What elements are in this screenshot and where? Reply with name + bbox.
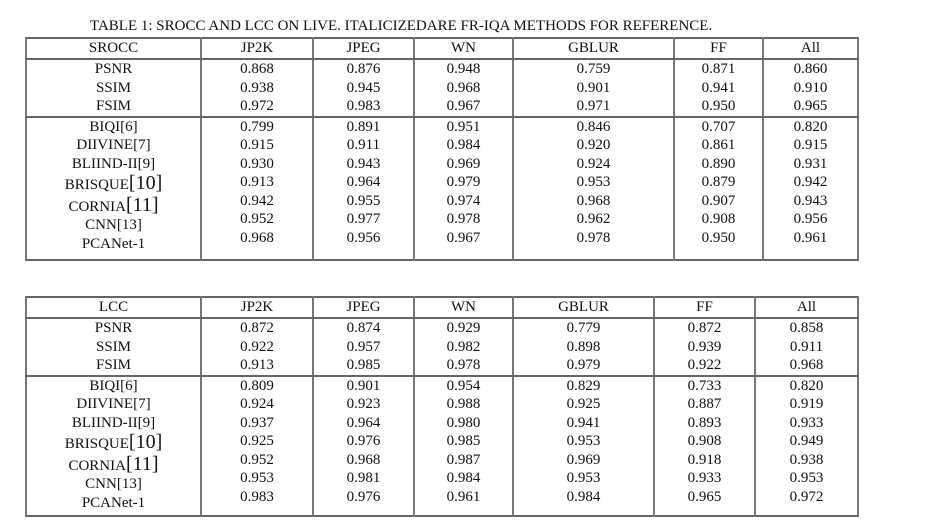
value-cell: 0.978 (446, 211, 481, 227)
value-cell: 0.953 (576, 174, 611, 190)
column-header-jp2k: JP2K (201, 297, 313, 318)
value-cell: 0.953 (240, 470, 274, 486)
value-cell: 0.913 (240, 174, 274, 190)
value-cell: 0.942 (793, 174, 828, 190)
value-cell: 0.943 (793, 192, 828, 209)
method-reference: [10] (128, 431, 163, 453)
column-header-ff: FF (674, 38, 763, 59)
method-label: BRISQUE (64, 436, 129, 452)
value-cell: 0.977 (346, 211, 381, 227)
method-name: FSIM (95, 357, 132, 373)
method-reference: [9] (137, 155, 156, 172)
value-cell: 0.979 (566, 357, 601, 373)
value-cell: 0.820 (793, 118, 828, 135)
nr-methods-row (26, 117, 858, 260)
column-header-gblur: GBLUR (513, 297, 654, 318)
value-cell: 0.950 (701, 98, 736, 114)
column-header-jpeg: JPEG (313, 297, 414, 318)
value-cell: 0.893 (687, 414, 722, 431)
method-label: BIQI (89, 377, 121, 394)
value-cell: 0.945 (346, 79, 381, 96)
value-cell: 0.972 (240, 98, 274, 114)
value-cell: 0.924 (576, 155, 611, 172)
value-cell: 0.829 (566, 377, 601, 394)
method-label: DIIVINE (76, 137, 134, 153)
table-caption: TABLE 1: SROCC AND LCC ON LIVE. ITALICIZEDARE FR-IQA METHODS FOR REFERENCE. (90, 18, 713, 34)
method-name (27, 235, 200, 254)
fr-methods-row (26, 59, 858, 117)
value-cell: 0.969 (566, 451, 601, 468)
value-cell: 0.976 (346, 488, 381, 505)
value-cell: 0.779 (566, 320, 601, 336)
method-label: CORNIA (68, 457, 126, 474)
value-cell: 0.860 (793, 61, 828, 77)
value-cell: 0.915 (240, 137, 274, 153)
value-cell: 0.907 (701, 192, 736, 209)
column-header-wn: WN (414, 297, 513, 318)
column-header-all: All (755, 297, 858, 318)
value-cell: 0.971 (576, 98, 611, 114)
header-row (26, 38, 858, 59)
method-name (27, 136, 200, 155)
fr-values-gblur (513, 318, 654, 376)
value-cell: 0.938 (240, 79, 274, 96)
method-name: PSNR (94, 61, 133, 77)
value-cell: 0.923 (346, 396, 381, 412)
nr-values-jp2k (201, 117, 313, 260)
value-cell: 0.968 (576, 192, 611, 209)
metric-header: LCC (26, 297, 201, 318)
value-cell: 0.922 (240, 338, 274, 355)
nr-methods-row (26, 376, 858, 516)
method-name (27, 454, 200, 476)
nr-values-gblur (513, 117, 674, 260)
method-label: CNN (85, 217, 117, 233)
value-cell: 0.890 (701, 155, 736, 172)
value-cell: 0.953 (566, 433, 601, 449)
value-cell: 0.961 (446, 488, 481, 505)
value-cell: 0.965 (687, 488, 722, 505)
value-cell: 0.876 (346, 61, 381, 77)
method-label: BLIIND-II (71, 414, 138, 431)
fr-values-all (755, 318, 858, 376)
value-cell: 0.930 (240, 155, 274, 172)
method-label: BIQI (89, 118, 121, 135)
value-cell: 0.931 (793, 155, 828, 172)
value-cell: 0.985 (346, 357, 381, 373)
method-label: BRISQUE (64, 177, 129, 193)
value-cell: 0.962 (576, 211, 611, 227)
nr-values-all (755, 376, 858, 516)
method-name (27, 475, 200, 494)
lcc-table (25, 296, 859, 517)
value-cell: 0.968 (446, 79, 481, 96)
value-cell: 0.891 (346, 118, 381, 135)
nr-method-names (26, 376, 201, 516)
value-cell: 0.978 (576, 229, 611, 246)
method-name (27, 195, 200, 217)
value-cell: 0.919 (789, 396, 824, 412)
method-label: BLIIND-II (71, 155, 138, 172)
value-cell: 0.941 (566, 414, 601, 431)
value-cell: 0.961 (793, 229, 828, 246)
value-cell: 0.952 (240, 451, 274, 468)
value-cell: 0.872 (687, 320, 722, 336)
value-cell: 0.868 (240, 61, 274, 77)
fr-values-wn (414, 59, 513, 117)
method-name (27, 118, 200, 137)
method-name (27, 173, 200, 195)
value-cell: 0.985 (446, 433, 481, 449)
column-header-jpeg: JPEG (313, 38, 414, 59)
value-cell: 0.978 (446, 357, 481, 373)
value-cell: 0.953 (566, 470, 601, 486)
column-header-wn: WN (414, 38, 513, 59)
nr-values-all (763, 117, 858, 260)
value-cell: 0.941 (701, 79, 736, 96)
fr-values-jp2k (201, 59, 313, 117)
value-cell: 0.951 (446, 118, 481, 135)
method-reference: [13] (116, 476, 142, 492)
method-label: PCANet-1 (81, 494, 146, 511)
value-cell: 0.901 (346, 377, 381, 394)
metric-header: SROCC (26, 38, 201, 59)
value-cell: 0.759 (576, 61, 611, 77)
value-cell: 0.871 (701, 61, 736, 77)
method-reference: [6] (120, 377, 138, 394)
value-cell: 0.982 (446, 338, 481, 355)
method-reference: [10] (128, 172, 163, 194)
value-cell: 0.861 (701, 137, 736, 153)
value-cell: 0.911 (789, 338, 824, 355)
method-reference: [6] (120, 118, 138, 135)
value-cell: 0.809 (240, 377, 274, 394)
value-cell: 0.908 (701, 211, 736, 227)
method-label: CORNIA (68, 198, 126, 215)
nr-values-jpeg (313, 376, 414, 516)
value-cell: 0.887 (687, 396, 722, 412)
value-cell: 0.911 (346, 137, 381, 153)
value-cell: 0.879 (701, 174, 736, 190)
value-cell: 0.952 (240, 211, 274, 227)
nr-values-gblur (513, 376, 654, 516)
nr-values-jp2k (201, 376, 313, 516)
nr-values-ff (674, 117, 763, 260)
header-row (26, 297, 858, 318)
method-name (27, 155, 200, 174)
nr-values-wn (414, 117, 513, 260)
nr-method-names (26, 117, 201, 260)
value-cell: 0.933 (789, 414, 824, 431)
method-reference: [13] (116, 217, 142, 233)
method-name: PSNR (94, 320, 133, 336)
value-cell: 0.858 (789, 320, 824, 336)
method-reference: [9] (137, 414, 156, 431)
value-cell: 0.969 (446, 155, 481, 172)
value-cell: 0.938 (789, 451, 824, 468)
value-cell: 0.954 (446, 377, 481, 394)
method-label: PCANet-1 (81, 235, 146, 252)
value-cell: 0.967 (446, 229, 481, 246)
method-name: FSIM (95, 98, 132, 114)
nr-values-wn (414, 376, 513, 516)
value-cell: 0.918 (687, 451, 722, 468)
value-cell: 0.967 (446, 98, 481, 114)
fr-values-ff (654, 318, 755, 376)
value-cell: 0.901 (576, 79, 611, 96)
value-cell: 0.915 (793, 137, 828, 153)
value-cell: 0.984 (446, 470, 481, 486)
method-reference: [7] (133, 137, 151, 153)
value-cell: 0.872 (240, 320, 274, 336)
fr-values-gblur (513, 59, 674, 117)
method-name (27, 395, 200, 414)
method-name (27, 377, 200, 396)
value-cell: 0.799 (240, 118, 274, 135)
value-cell: 0.950 (701, 229, 736, 246)
value-cell: 0.955 (346, 192, 381, 209)
method-label: CNN (85, 476, 117, 492)
value-cell: 0.920 (576, 137, 611, 153)
nr-values-ff (654, 376, 755, 516)
value-cell: 0.988 (446, 396, 481, 412)
value-cell: 0.983 (346, 98, 381, 114)
method-name (27, 432, 200, 454)
value-cell: 0.964 (346, 174, 381, 190)
value-cell: 0.922 (687, 357, 722, 373)
value-cell: 0.984 (566, 488, 601, 505)
value-cell: 0.925 (240, 433, 274, 449)
method-name: SSIM (95, 338, 132, 355)
value-cell: 0.925 (566, 396, 601, 412)
value-cell: 0.984 (446, 137, 481, 153)
value-cell: 0.820 (789, 377, 824, 394)
value-cell: 0.981 (346, 470, 381, 486)
column-header-ff: FF (654, 297, 755, 318)
value-cell: 0.974 (446, 192, 481, 209)
fr-values-ff (674, 59, 763, 117)
method-reference: [11] (125, 193, 159, 216)
method-name (27, 414, 200, 433)
value-cell: 0.942 (240, 192, 274, 209)
value-cell: 0.943 (346, 155, 381, 172)
srocc-table (25, 37, 859, 261)
value-cell: 0.846 (576, 118, 611, 135)
value-cell: 0.908 (687, 433, 722, 449)
value-cell: 0.987 (446, 451, 481, 468)
fr-values-all (763, 59, 858, 117)
value-cell: 0.733 (687, 377, 722, 394)
value-cell: 0.949 (789, 433, 824, 449)
value-cell: 0.968 (240, 229, 274, 246)
value-cell: 0.972 (789, 488, 824, 505)
value-cell: 0.913 (240, 357, 274, 373)
nr-values-jpeg (313, 117, 414, 260)
value-cell: 0.965 (793, 98, 828, 114)
fr-values-wn (414, 318, 513, 376)
fr-values-jpeg (313, 59, 414, 117)
value-cell: 0.898 (566, 338, 601, 355)
fr-values-jpeg (313, 318, 414, 376)
value-cell: 0.968 (346, 451, 381, 468)
method-name (27, 494, 200, 513)
value-cell: 0.983 (240, 488, 274, 505)
value-cell: 0.924 (240, 396, 274, 412)
column-header-all: All (763, 38, 858, 59)
fr-method-names (26, 59, 201, 117)
value-cell: 0.968 (789, 357, 824, 373)
value-cell: 0.953 (789, 470, 824, 486)
method-name: SSIM (95, 79, 132, 96)
value-cell: 0.979 (446, 174, 481, 190)
column-header-jp2k: JP2K (201, 38, 313, 59)
method-label: DIIVINE (76, 396, 134, 412)
value-cell: 0.939 (687, 338, 722, 355)
value-cell: 0.957 (346, 338, 381, 355)
value-cell: 0.707 (701, 118, 736, 135)
value-cell: 0.929 (446, 320, 481, 336)
value-cell: 0.964 (346, 414, 381, 431)
value-cell: 0.933 (687, 470, 722, 486)
value-cell: 0.956 (346, 229, 381, 246)
fr-method-names (26, 318, 201, 376)
value-cell: 0.980 (446, 414, 481, 431)
value-cell: 0.937 (240, 414, 274, 431)
fr-methods-row (26, 318, 858, 376)
fr-values-jp2k (201, 318, 313, 376)
value-cell: 0.976 (346, 433, 381, 449)
value-cell: 0.874 (346, 320, 381, 336)
method-reference: [7] (133, 396, 151, 412)
value-cell: 0.910 (793, 79, 828, 96)
method-name (27, 216, 200, 235)
value-cell: 0.948 (446, 61, 481, 77)
value-cell: 0.956 (793, 211, 828, 227)
method-reference: [11] (125, 452, 159, 475)
column-header-gblur: GBLUR (513, 38, 674, 59)
